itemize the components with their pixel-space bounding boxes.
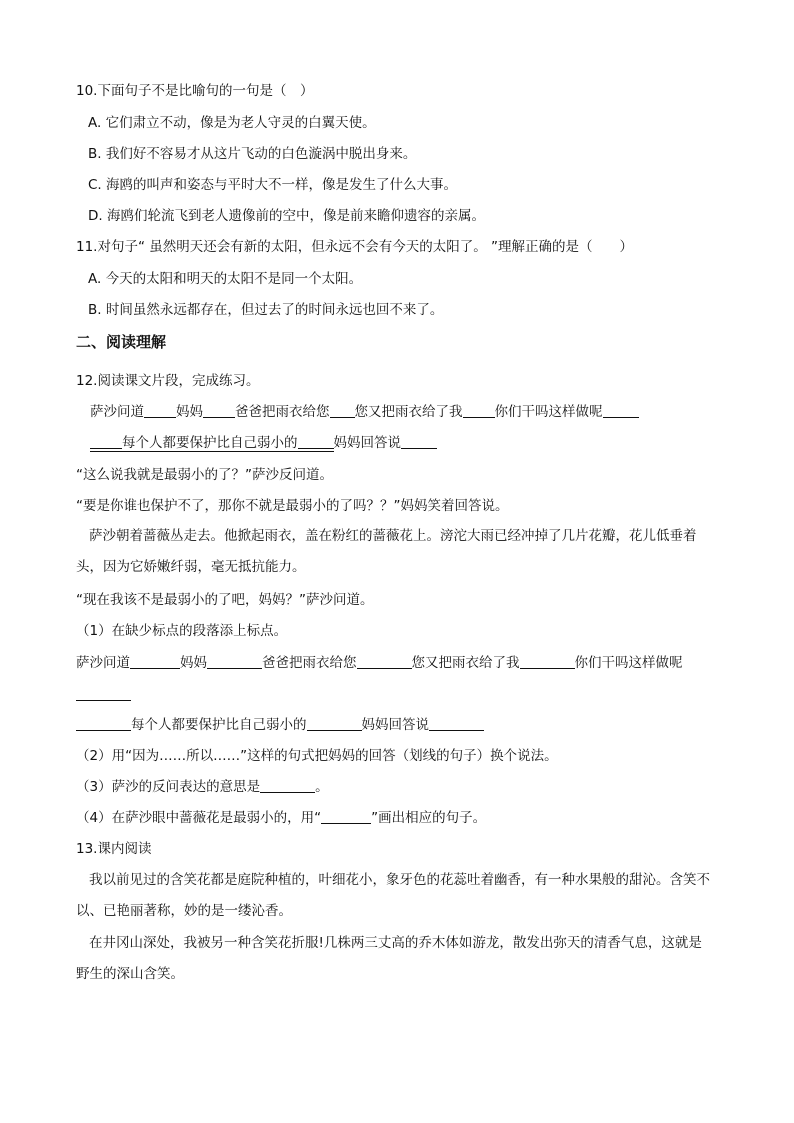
q12-sub3: （3）萨沙的反问表达的意思是 。 xyxy=(76,779,329,795)
answer-blank[interactable] xyxy=(307,716,362,731)
q10-option-d: D. 海鸥们轮流飞到老人遗像前的空中，像是前来瞻仰遗容的亲属。 xyxy=(88,208,485,224)
q12-paragraph-5: 萨沙朝着蔷薇丛走去。他掀起雨衣，盖在粉红的蔷薇花上。滂沱大雨已经冲掉了几片花瓣，花儿低垂着头，因为它娇嫩纤弱，毫无抵抗能力。 xyxy=(76,528,697,575)
q12-paragraph-6: “现在我该不是最弱小的了吧，妈妈？”萨沙问道。 xyxy=(76,592,374,608)
q12-answer-line-1: 萨沙问道 妈妈 爸爸把雨衣给您 您又把雨衣给了我 你们干吗这样做呢 xyxy=(76,655,683,671)
q12-sub4: （4）在萨沙眼中蔷薇花是最弱小的，用“ ”画出相应的句子。 xyxy=(76,810,487,826)
mark-symbol-blank xyxy=(321,809,371,824)
blank xyxy=(401,434,437,449)
answer-blank[interactable] xyxy=(130,654,180,669)
q12-passage-line-2: 每个人都要保护比自己弱小的 妈妈回答说 xyxy=(90,434,734,452)
q12-passage-line-1: 萨沙问道 妈妈 爸爸把雨衣给您 您又把雨衣给了我 你们干吗这样做呢 xyxy=(90,403,734,421)
q13-paragraph-1: 我以前见过的含笑花都是庭院种植的，叶细花小，象牙色的花蕊吐着幽香，有一种水果般的甜沁。含笑不以、已艳丽著称，妙的是一缕沁香。 xyxy=(76,872,710,919)
q10-option-a: A. 它们肃立不动，像是为老人守灵的白翼天使。 xyxy=(88,115,376,131)
q12-answer-line-2 xyxy=(76,686,734,704)
blank xyxy=(603,403,639,418)
answer-blank[interactable] xyxy=(76,686,131,701)
answer-blank[interactable] xyxy=(520,654,575,669)
blank xyxy=(298,434,334,449)
blank xyxy=(144,403,176,418)
blank xyxy=(203,403,235,418)
answer-blank[interactable] xyxy=(429,716,484,731)
q12-paragraph-4: “要是你谁也保护不了，那你不就是最弱小的了吗？？”妈妈笑着回答说。 xyxy=(76,498,509,514)
answer-blank[interactable] xyxy=(76,716,131,731)
q11-option-a: A. 今天的太阳和明天的太阳不是同一个太阳。 xyxy=(88,271,363,287)
q12-stem: 12.阅读课文片段，完成练习。 xyxy=(76,373,260,389)
q10-stem: 10.下面句子不是比喻句的一句是（ ） xyxy=(76,83,314,99)
answer-blank[interactable] xyxy=(207,654,262,669)
underlined-sentence: 每个人都要保护比自己弱小的 xyxy=(90,435,334,452)
q13-paragraph-2: 在井冈山深处，我被另一种含笑花折服!几株两三丈高的乔木体如游龙，散发出弥天的清香气息，这就是野生的深山含笑。 xyxy=(76,935,702,982)
q12-answer-line-3: 每个人都要保护比自己弱小的 妈妈回答说 xyxy=(76,716,734,734)
section-title: 二、阅读理解 xyxy=(76,333,167,351)
blank xyxy=(330,403,355,418)
q10-option-c: C. 海鸥的叫声和姿态与平时大不一样，像是发生了什么大事。 xyxy=(88,177,458,193)
q12-paragraph-3: “这么说我就是最弱小的了？”萨沙反问道。 xyxy=(76,467,333,483)
q13-stem: 13.课内阅读 xyxy=(76,841,152,857)
answer-blank[interactable] xyxy=(357,654,412,669)
blank xyxy=(90,434,122,449)
blank xyxy=(463,403,495,418)
q11-option-b: B. 时间虽然永远都存在，但过去了的时间永远也回不来了。 xyxy=(88,302,444,318)
q12-sub1: （1）在缺少标点的段落添上标点。 xyxy=(76,623,288,639)
q10-option-b: B. 我们好不容易才从这片飞动的白色漩涡中脱出身来。 xyxy=(88,146,417,162)
q12-sub2: （2）用“因为……所以……”这样的句式把妈妈的回答（划线的句子）换个说法。 xyxy=(76,748,558,764)
q11-stem: 11.对句子“ 虽然明天还会有新的太阳，但永远不会有今天的太阳了。 ”理解正确的是（ ） xyxy=(76,239,634,255)
answer-blank[interactable] xyxy=(260,778,315,793)
